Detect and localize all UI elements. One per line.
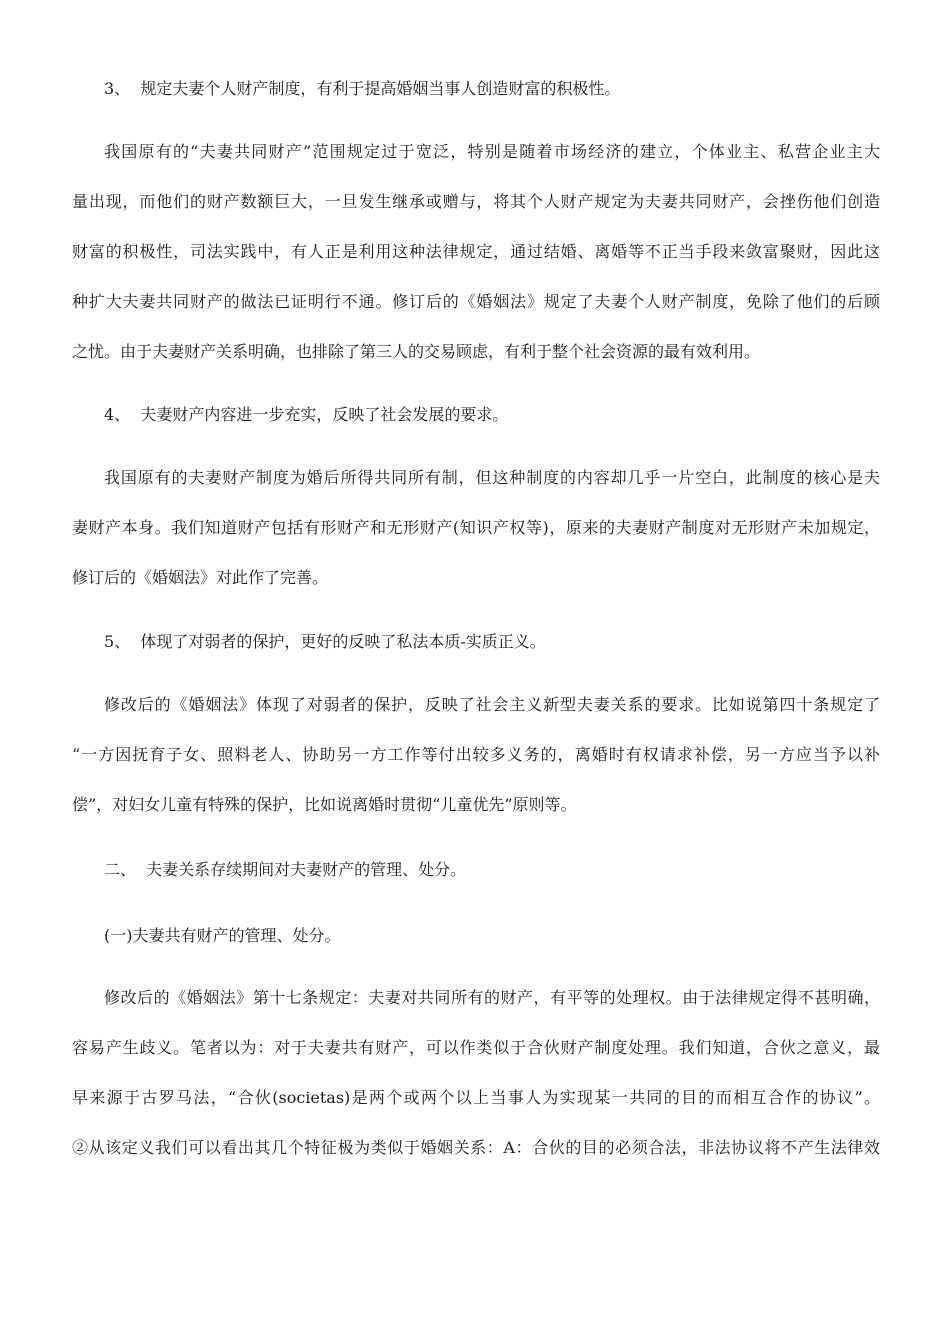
part-2-subheading: (一)夫妻共有财产的管理、处分。 [104, 926, 341, 945]
part-2-heading: 二、 夫妻关系存续期间对夫妻财产的管理、处分。 [104, 860, 467, 879]
section-4-paragraph [72, 466, 880, 616]
paragraph-line: 修改后的《婚姻法》第十七条规定：夫妻对共同所有的财产，有平等的处理权。由于法律规定得不甚明确， [104, 988, 880, 1007]
paragraph-line: 早来源于古罗马法，“合伙(societas)是两个或两个以上当事人为实现某一共同的目的而相互合作的协议”。 [72, 1088, 880, 1107]
section-4-heading: 4、 夫妻财产内容进一步充实，反映了社会发展的要求。 [104, 405, 509, 424]
section-3-paragraph [72, 140, 880, 390]
paragraph-line: 偿”，对妇女儿童有特殊的保护，比如说离婚时贯彻“儿童优先”原则等。 [72, 795, 577, 814]
part-2-paragraph [72, 986, 880, 1186]
paragraph-line: 容易产生歧义。笔者以为：对于夫妻共有财产，可以作类似于合伙财产制度处理。我们知道，合伙之意义，最 [72, 1038, 880, 1057]
section-5-heading: 5、 体现了对弱者的保护，更好的反映了私法本质-实质正义。 [104, 632, 546, 651]
paragraph-line: 妻财产本身。我们知道财产包括有形财产和无形财产(知识产权等)，原来的夫妻财产制度对无形财产未加规定， [72, 518, 880, 537]
paragraph-line: ②从该定义我们可以看出其几个特征极为类似于婚姻关系：A：合伙的目的必须合法，非法协议将不产生法律效 [72, 1138, 880, 1157]
paragraph-line: “一方因抚育子女、照料老人、协助另一方工作等付出较多义务的，离婚时有权请求补偿，另一方应当予以补 [72, 745, 880, 764]
paragraph-line: 修改后的《婚姻法》体现了对弱者的保护，反映了社会主义新型夫妻关系的要求。比如说第四十条规定了 [104, 695, 880, 714]
paragraph-line: 我国原有的夫妻财产制度为婚后所得共同所有制，但这种制度的内容却几乎一片空白，此制度的核心是夫 [104, 468, 880, 487]
paragraph-line: 财富的积极性，司法实践中，有人正是利用这种法律规定，通过结婚、离婚等不正当手段来敛富聚财，因此这 [72, 242, 880, 261]
paragraph-line: 量出现，而他们的财产数额巨大，一旦发生继承或赠与，将其个人财产规定为夫妻共同财产，会挫伤他们创造 [72, 192, 880, 211]
paragraph-line: 之忧。由于夫妻财产关系明确，也排除了第三人的交易顾虑，有利于整个社会资源的最有效利用。 [72, 342, 761, 361]
paragraph-line: 我国原有的“夫妻共同财产”范围规定过于宽泛，特别是随着市场经济的建立，个体业主、私营企业主大 [104, 142, 880, 161]
paragraph-line: 修订后的《婚姻法》对此作了完善。 [72, 568, 329, 587]
section-3-heading: 3、 规定夫妻个人财产制度，有利于提高婚姻当事人创造财富的积极性。 [104, 79, 621, 98]
paragraph-line: 种扩大夫妻共同财产的做法已证明行不通。修订后的《婚姻法》规定了夫妻个人财产制度，免除了他们的后顾 [72, 292, 880, 311]
section-5-paragraph [72, 693, 880, 843]
